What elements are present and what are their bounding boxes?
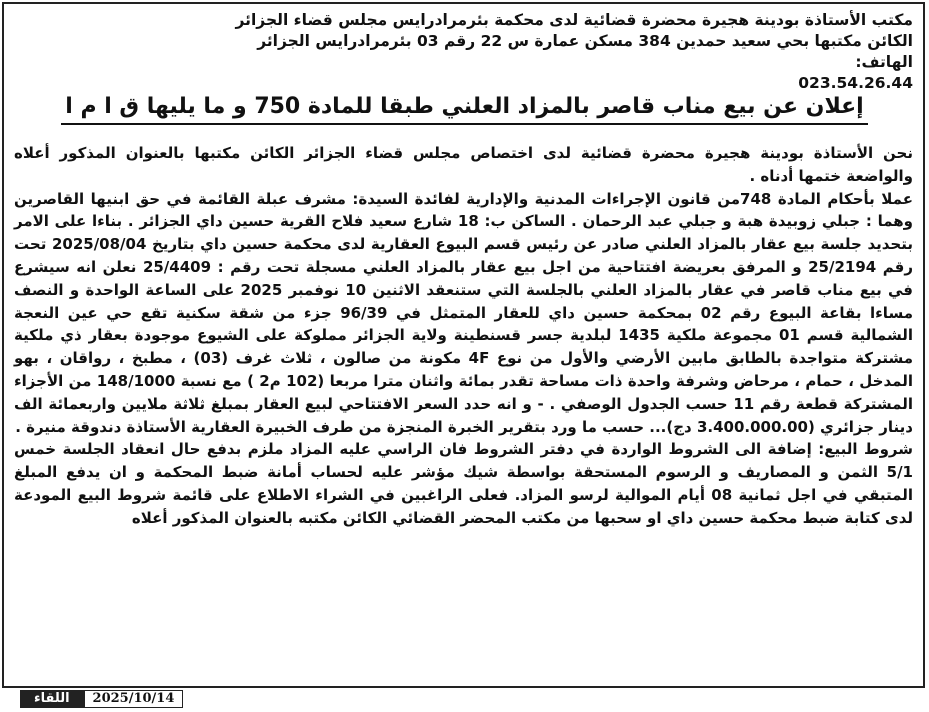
notice-title-container (0, 92, 929, 125)
notice-body (14, 142, 913, 530)
office-name-line: مكتب الأستاذة بودينة هجيرة محضرة قضائية لدى محكمة بئرمرادرايس مجلس قضاء الجزائر (235, 11, 913, 29)
bailiff-office-header (120, 10, 913, 94)
phone-label: الهاتف: (855, 53, 913, 71)
newspaper-name: اللقاء (20, 690, 84, 708)
notice-paragraph-conditions: شروط البيع: إضافة الى الشروط الواردة في دفتر الشروط فان الراسي عليه المزاد ملزم بدفع حال انعقاد الجلسة خمس 5/1 الثمن و المصاريف و الرسوم المستحقة بواسطة شيك مؤشر عليه لحساب أمانة ضبط المحكمة و ان يدفع المبلغ المتبقي في اجل ثمانية 08 أيام الموالية لرسو المزاد. فعلى الراغبين في الشراء الاطلاع على قائمة شروط البيع المودعة لدى كتابة ضبط محكمة حسين داي او سحبها من مكتب المحضر القضائي الكائن مكتبه بالعنوان المذكور أعلاه (14, 440, 913, 527)
notice-paragraph-details: عملا بأحكام المادة 748من قانون الإجراءات المدنية والإدارية لفائدة السيدة: مشرف عبلة القائمة في حق ابنيها القاصرين وهما : جبلي زوبيدة هبة و جبلي عبد الرحمان . الساكن ب: 18 شارع سعيد فلاح القرية حسين داي الجزائر . بناءا على الامر بتحديد جلسة بيع عقار بالمزاد العلني صادر عن رئيس قسم البيوع العقارية لدى محكمة حسين داي بتاريخ 2025/08/04 تحت رقم 25/2194 و المرفق بعريضة افتتاحية من اجل بيع عقار بالمزاد العلني مسجلة تحت رقم : 25/4409 نعلن انه سيشرع في بيع مناب قاصر في عقار بالمزاد العلني بالجلسة التي ستنعقد الاثنين 10 نوفمبر 2025 على الساعة الواحدة و النصف مساءا بقاعة البيوع رقم 02 بمحكمة حسين داي للعقار المتمثل في 96/39 جزء من شقة سكنية تقع حي عين النعجة الشمالية قسم 01 مجموعة ملكية 1435 لبلدية جسر قسنطينة ولاية الجزائر مملوكة على الشيوع موجودة بعقار ذي ملكية مشتركة متواجدة بالطابق مابين الأرضي والأول من نوع 4F مكونة من صالون ، ثلاث غرف (03) ، مطبخ ، رواقان ، بهو المدخل ، حمام ، مرحاض وشرفة واحدة ذات مساحة تقدر بمائة واثنان مترا مربعا (102 م2 ) مع نسبة 148/1000 من الأجزاء المشتركة قطعة رقم 11 حسب الجدول الوصفي . - و انه حدد السعر الافتتاحي لبيع العقار بمبلغ ثلاثة ملايين واربعمائة الف دينار جزائري (3.400.000.00 دج)... حسب ما ورد بتقرير الخبرة المنجزة من طرف الخبيرة العقارية الأستاذة دندوقة منيرة . (14, 189, 914, 436)
newspaper-footer (20, 690, 183, 708)
notice-paragraph-intro: نحن الأستاذة بودينة هجيرة محضرة قضائية لدى اختصاص مجلس قضاء الجزائر الكائن مكتبها بالعنوان المذكور أعلاه والواضعة ختمها أدناه . (14, 144, 913, 185)
phone-number: 023.54.26.44 (798, 74, 913, 92)
publication-date: 2025/10/14 (84, 690, 184, 708)
office-address-line: الكائن مكتبها بحي سعيد حمدين 384 مسكن عمارة س 22 رقم 03 بئرمرادرايس الجزائر (257, 32, 913, 50)
office-phone-line (120, 52, 913, 94)
notice-title: إعلان عن بيع مناب قاصر بالمزاد العلني طبقا للمادة 750 و ما يليها ق ا م ا (61, 92, 867, 125)
